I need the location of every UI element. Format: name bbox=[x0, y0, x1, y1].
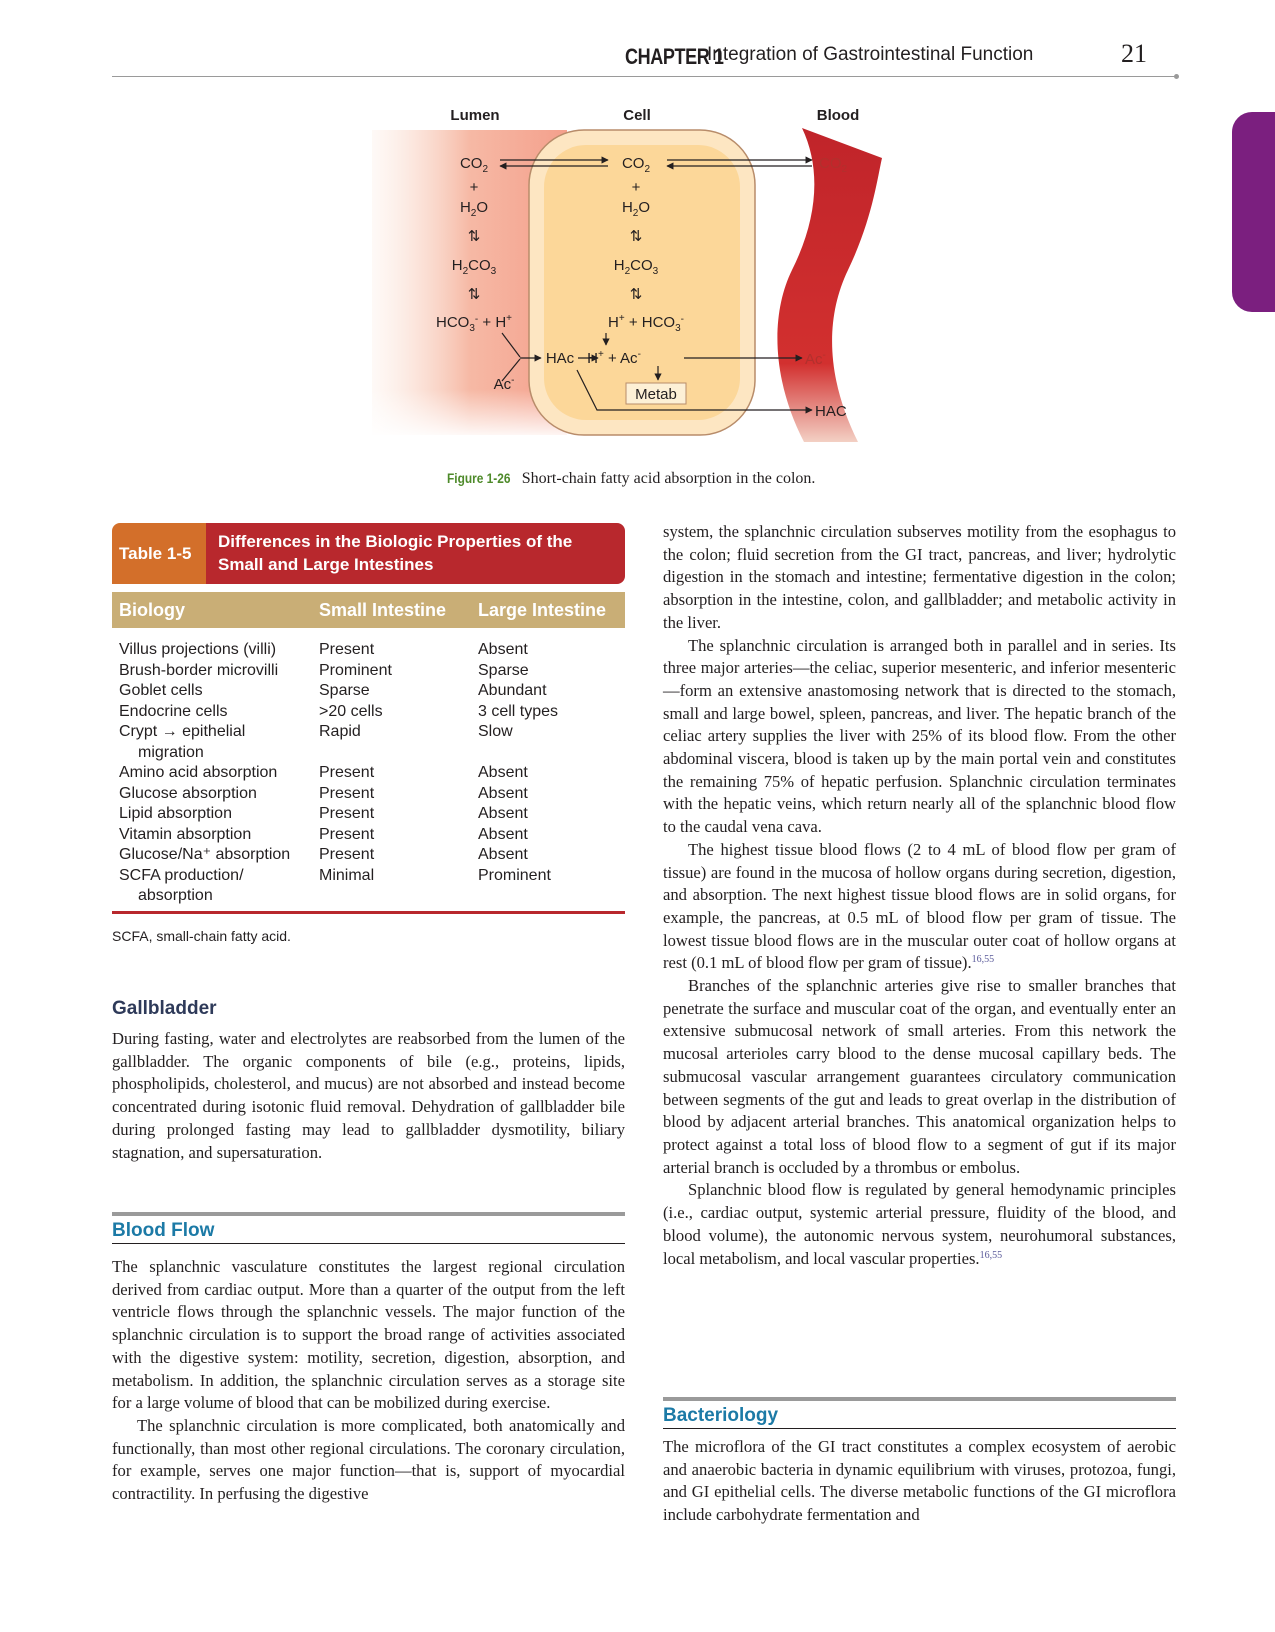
bacteriology-text bbox=[663, 1436, 1176, 1527]
cell-biology-text: Amino acid absorption bbox=[119, 764, 278, 781]
column-header-biology: Biology bbox=[119, 599, 185, 620]
cell-small-intestine: Present bbox=[319, 764, 375, 781]
paragraph: system, the splanchnic circulation subserves motility from the esophagus to the colon; fluid secretion from the GI tract, pancreas, and liver; hydrolytic digestion in the stomach and intestine; fermentative digestion in the colon; absorption in the intestine, colon, and gallbladder; and metabolic activity in the liver. bbox=[663, 522, 1176, 632]
svg-text:H+ + Ac-: H+ + Ac- bbox=[587, 349, 641, 367]
table-header bbox=[112, 523, 625, 584]
paragraph: The splanchnic circulation is arranged both in parallel and in series. Its three major arteries—the celiac, superior mesenteric, and inferior mesenteric—form an extensive anastomosing network that is directed to the stomach, small and large bowel, spleen, pancreas, and liver. The hepatic branch of the celiac artery supplies the liver with 25% of its blood flow. From the other abdominal viscera, blood is taken up by the main portal vein and constitutes the remaining 75% of hepatic perfusion. Splanchnic circulation terminates with the hepatic veins, which return nearly all of the splanchnic blood flow to the caudal vena cava. bbox=[663, 635, 1176, 837]
svg-text:H2O: $H_2O$ bbox=[459, 199, 489, 219]
svg-text:H2CO3: $H_2CO_3$ bbox=[451, 257, 497, 277]
figure-caption bbox=[447, 470, 815, 488]
cell-biology bbox=[112, 804, 318, 825]
svg-text:CO2: $CO_2$ bbox=[621, 155, 651, 175]
paragraph: During fasting, water and electrolytes are reabsorbed from the lumen of the gallbladder. The organic components of bile (e.g., proteins, lipids, phospholipids, cholesterol, and mucus) are not absorbed and instead become concentrated during isotonic fluid removal. Dehydration of gallbladder bile during prolonged fasting may lead to gallbladder dysmotility, biliary stagnation, and supersaturation. bbox=[112, 1029, 625, 1162]
running-head bbox=[112, 36, 1175, 77]
figure-scfa-absorption bbox=[372, 100, 932, 460]
heading-blood-flow: Blood Flow bbox=[112, 1220, 215, 1241]
blood-flow-text bbox=[112, 1256, 625, 1506]
svg-text:CO2: $CO_2$ bbox=[459, 155, 489, 175]
label-cell: Cell bbox=[623, 107, 651, 124]
paragraph: The splanchnic circulation is more complicated, both anatomically and functionally, than most other regional circulations. The coronary circulation, for example, serves one major function—that is, support of myocardial contractility. In perfusing the digestive bbox=[112, 1415, 625, 1504]
heading-gallbladder: Gallbladder bbox=[112, 998, 217, 1019]
table-body bbox=[112, 640, 625, 914]
table-row bbox=[112, 722, 625, 763]
figure-diagram bbox=[372, 100, 932, 460]
svg-text:Ac-: Ac- bbox=[493, 375, 515, 393]
gallbladder-text bbox=[112, 1028, 625, 1164]
chapter-label: CHAPTER 1 bbox=[625, 44, 724, 69]
cell-large-intestine: Abundant bbox=[478, 682, 547, 699]
paragraph: The microflora of the GI tract constitutes a complex ecosystem of aerobic and anaerobic bacteria in dynamic equilibrium with viruses, protozoa, fungi, and GI epithelial cells. The diverse metabolic functions of the GI microflora include carbohydrate fermentation and bbox=[663, 1437, 1176, 1525]
cell-biology-text: Glucose/Na⁺ absorption bbox=[119, 846, 291, 863]
page-number: 21 bbox=[1121, 39, 1147, 68]
label-lumen: Lumen bbox=[450, 107, 500, 124]
svg-text:⇅: ⇅ bbox=[629, 286, 643, 303]
cell-biology bbox=[112, 661, 318, 682]
cell-small-intestine: Prominent bbox=[319, 661, 392, 679]
column-header-large-intestine: Large Intestine bbox=[478, 599, 607, 620]
table-row bbox=[112, 845, 625, 866]
svg-text:HCO3- + H+: $HCO_3^- + H^+$ bbox=[435, 313, 513, 334]
cell-biology bbox=[112, 681, 318, 702]
table-footnote: SCFA, small-chain fatty acid. bbox=[112, 927, 291, 944]
paragraph-with-ref bbox=[663, 1179, 1176, 1270]
cell-biology-text: Vitamin absorption bbox=[119, 825, 252, 843]
cell-small-intestine: Rapid bbox=[319, 723, 361, 740]
chapter-thumb-tab bbox=[1232, 112, 1275, 312]
cell-large-intestine: Slow bbox=[478, 723, 513, 740]
table-row bbox=[112, 866, 625, 907]
heading-blood-flow-block bbox=[112, 1212, 625, 1244]
cell-biology bbox=[112, 722, 318, 763]
cell-small-intestine: Present bbox=[319, 641, 375, 658]
cell-biology bbox=[112, 866, 318, 907]
svg-text:Metab: Metab bbox=[635, 386, 677, 403]
cell-biology bbox=[112, 845, 318, 866]
cell-small-intestine: Present bbox=[319, 805, 375, 822]
paragraph: The splanchnic vasculature constitutes the largest regional circulation derived from cardiac output. More than a quarter of the output from the left ventricle flows through the splanchnic vessels. The major function of the splanchnic circulation is to support the broad range of activities associated with the digestive system: motility, secretion, digestion, absorption, and metabolism. In addition, the splanchnic circulation serves as a storage site for a large volume of blood that can be mobilized during exercise. bbox=[112, 1257, 625, 1413]
svg-text:H2O: $H_2O$ bbox=[621, 199, 651, 219]
table-row bbox=[112, 640, 625, 661]
citation-ref: 16,55 bbox=[971, 954, 995, 966]
cell-large-intestine: 3 cell types bbox=[478, 702, 559, 720]
chapter-title: Integration of Gastrointestinal Function bbox=[707, 44, 1034, 65]
cell-biology bbox=[112, 640, 318, 661]
table-row bbox=[112, 784, 625, 805]
svg-text:HAc: HAc bbox=[545, 350, 575, 367]
cell-small-intestine: Present bbox=[319, 784, 375, 802]
table-number: Table 1-5 bbox=[112, 523, 206, 584]
cell-biology-text: Brush-border microvilli bbox=[119, 661, 279, 679]
figure-label: Figure 1-26 bbox=[447, 470, 511, 486]
cell-large-intestine: Prominent bbox=[478, 866, 551, 884]
cell-biology bbox=[112, 784, 318, 805]
cell-biology-text: SCFA production/ bbox=[119, 866, 244, 884]
cell-large-intestine: Absent bbox=[478, 784, 528, 802]
cell-biology bbox=[112, 825, 318, 846]
svg-text:Ac-: Ac- bbox=[805, 350, 826, 368]
paragraph-text: Splanchnic blood flow is regulated by general hemodynamic principles (i.e., cardiac output, systemic arterial pressure, fluidity of the blood, and blood volume), the autonomic nervous system, neurohumoral substances, local metabolism, and local vascular properties. bbox=[663, 1180, 1176, 1268]
table-row bbox=[112, 804, 625, 825]
table-title: Differences in the Biologic Properties of the Small and Large Intestines bbox=[206, 523, 625, 584]
svg-text:+: + bbox=[631, 179, 641, 196]
svg-text:CO2: $CO_2$ bbox=[819, 155, 848, 175]
svg-text:⇅: ⇅ bbox=[467, 286, 481, 303]
paragraph-text: The highest tissue blood flows (2 to 4 mL of blood flow per gram of tissue) are found in the mucosa of hollow organs during secretion, digestion, and absorption. The next highest tissue blood flows are in solid organs, for example, the pancreas, at 0.5 mL of blood flow per gram of tissue. The lowest tissue blood flows are in the muscular outer coat of hollow organs at rest (0.1 mL of blood flow per gram of tissue). bbox=[663, 839, 1176, 973]
cell-large-intestine: Absent bbox=[478, 764, 528, 781]
right-column-text bbox=[663, 521, 1176, 1270]
svg-text:+: + bbox=[469, 179, 479, 196]
svg-text:H+ + HCO3-: $H^+ + HCO_3^-$ bbox=[607, 313, 685, 334]
table-1-5 bbox=[112, 523, 625, 944]
svg-text:⇅: ⇅ bbox=[467, 228, 481, 245]
svg-text:⇅: ⇅ bbox=[629, 228, 643, 245]
cell-large-intestine: Absent bbox=[478, 805, 528, 822]
header-rule-end bbox=[1174, 74, 1179, 79]
cell-large-intestine: Absent bbox=[478, 641, 528, 658]
figure-caption-text: Short-chain fatty acid absorption in the colon. bbox=[521, 470, 816, 487]
cell-small-intestine: >20 cells bbox=[319, 702, 383, 720]
table-row bbox=[112, 763, 625, 784]
cell-large-intestine: Absent bbox=[478, 825, 528, 843]
cell-biology-text: Crypt → epithelial bbox=[119, 723, 246, 740]
cell-biology bbox=[112, 763, 318, 784]
cell-small-intestine: Sparse bbox=[319, 682, 370, 699]
column-header-small-intestine: Small Intestine bbox=[319, 599, 447, 620]
cell-biology-continued: absorption bbox=[138, 887, 213, 904]
table-row bbox=[112, 825, 625, 846]
heading-bacteriology-block bbox=[663, 1397, 1176, 1429]
cell-biology bbox=[112, 702, 318, 723]
cell-biology-text: Endocrine cells bbox=[119, 702, 228, 720]
paragraph-with-ref bbox=[663, 839, 1176, 975]
cell-biology-text: Goblet cells bbox=[119, 682, 203, 699]
table-row bbox=[112, 702, 625, 723]
cell-large-intestine: Absent bbox=[478, 846, 528, 863]
cell-biology-text: Glucose absorption bbox=[119, 784, 257, 802]
citation-ref: 16,55 bbox=[979, 1249, 1003, 1261]
heading-bacteriology: Bacteriology bbox=[663, 1405, 779, 1426]
table-column-headers bbox=[112, 592, 625, 628]
paragraph: Branches of the splanchnic arteries give rise to smaller branches that penetrate the surface and muscular coat of the organ, and eventually enter an extensive submucosal network of small arteries. From this network the mucosal arterioles carry blood to the dense mucosal capillary beds. The submucosal vascular arrangement guarantees circulatory communication between segments of the gut and leads to great overlap in the distribution of blood by adjacent arterial branches. This anatomical organization helps to protect against a total loss of blood flow to a segment of gut if its major arterial branch is occluded by a thrombus or embolus. bbox=[663, 976, 1176, 1177]
svg-text:H2CO3: $H_2CO_3$ bbox=[613, 257, 659, 277]
label-blood: Blood bbox=[816, 107, 860, 124]
table-row bbox=[112, 681, 625, 702]
cell-small-intestine: Present bbox=[319, 825, 375, 843]
cell-biology-text: Lipid absorption bbox=[119, 805, 232, 822]
cell-interior bbox=[544, 145, 740, 420]
blood-vessel bbox=[777, 128, 882, 442]
cell-small-intestine: Minimal bbox=[319, 866, 375, 884]
svg-text:HAC: HAC bbox=[815, 403, 847, 420]
cell-large-intestine: Sparse bbox=[478, 661, 529, 679]
table-row bbox=[112, 661, 625, 682]
cell-biology-continued: migration bbox=[138, 743, 204, 761]
cell-small-intestine: Present bbox=[319, 846, 375, 863]
cell-biology-text: Villus projections (villi) bbox=[119, 641, 277, 658]
